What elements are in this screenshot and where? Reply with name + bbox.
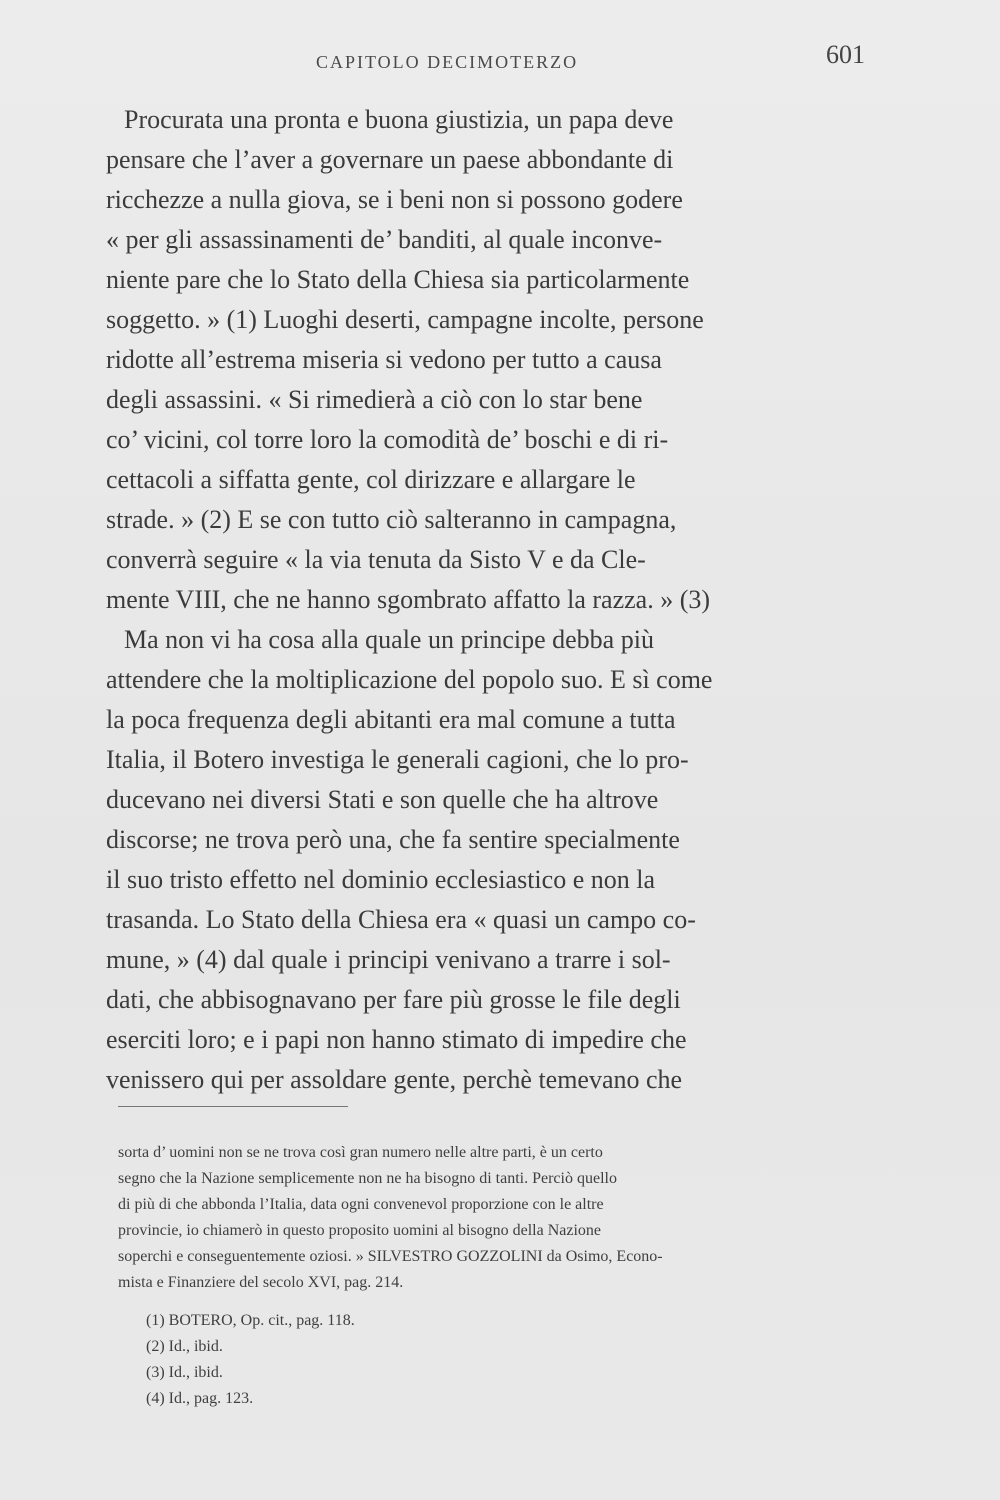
running-title: CAPITOLO DECIMOTERZO xyxy=(316,52,579,72)
body-line: « per gli assassinamenti de’ banditi, al quale inconve- xyxy=(106,225,663,254)
continued-note-line: sorta d’ uomini non se ne trova così gran numero nelle altre parti, è un certo xyxy=(118,1144,603,1161)
continued-note-line: soperchi e conseguentemente oziosi. » SILVESTRO GOZZOLINI da Osimo, Econo- xyxy=(118,1248,663,1265)
body-line: converrà seguire « la via tenuta da Sisto V e da Cle- xyxy=(106,545,646,574)
continued-note-line: segno che la Nazione semplicemente non ne ha bisogno di tanti. Perciò quello xyxy=(118,1170,617,1187)
body-line: Ma non vi ha cosa alla quale un principe debba più xyxy=(124,625,654,654)
body-line: il suo tristo effetto nel dominio ecclesiastico e non la xyxy=(106,865,655,894)
body-line: venissero qui per assoldare gente, perchè temevano che xyxy=(106,1065,683,1094)
body-line: co’ vicini, col torre loro la comodità de’ boschi e di ri- xyxy=(106,425,669,454)
body-line: niente pare che lo Stato della Chiesa sia particolarmente xyxy=(106,265,690,294)
body-line: ricchezze a nulla giova, se i beni non si possono godere xyxy=(106,185,683,214)
body-line: ridotte all’estrema miseria si vedono per tutto a causa xyxy=(106,345,662,374)
body-line: trasanda. Lo Stato della Chiesa era « quasi un campo co- xyxy=(106,905,696,934)
body-line: eserciti loro; e i papi non hanno stimato di impedire che xyxy=(106,1025,687,1054)
body-line: mune, » (4) dal quale i principi venivano a trarre i sol- xyxy=(106,945,671,974)
continued-note-line: mista e Finanziere del secolo XVI, pag. 214. xyxy=(118,1274,404,1291)
body-line: la poca frequenza degli abitanti era mal comune a tutta xyxy=(106,705,676,734)
footnote-separator xyxy=(118,1106,348,1107)
body-line: mente VIII, che ne hanno sgombrato affatto la razza. » (3) xyxy=(106,585,711,614)
body-line: degli assassini. « Si rimedierà a ciò con lo star bene xyxy=(106,385,643,414)
body-line: discorse; ne trova però una, che fa sentire specialmente xyxy=(106,825,680,854)
body-line: strade. » (2) E se con tutto ciò salteranno in campagna, xyxy=(106,505,677,534)
body-line: attendere che la moltiplicazione del popolo suo. E sì come xyxy=(106,665,713,694)
page-number: 601 xyxy=(826,40,865,69)
continued-note-line: di più di che abbonda l’Italia, data ogni convenevol proporzione con le altre xyxy=(118,1196,604,1213)
footnote: (1) BOTERO, Op. cit., pag. 118. xyxy=(146,1312,355,1329)
body-line: Procurata una pronta e buona giustizia, un papa deve xyxy=(124,105,674,134)
body-line: soggetto. » (1) Luoghi deserti, campagne incolte, persone xyxy=(106,305,704,334)
footnote: (4) Id., pag. 123. xyxy=(146,1390,254,1407)
footnote: (3) Id., ibid. xyxy=(146,1364,223,1381)
body-line: ducevano nei diversi Stati e son quelle che ha altrove xyxy=(106,785,659,814)
body-line: pensare che l’aver a governare un paese abbondante di xyxy=(106,145,674,174)
continued-note-line: provincie, io chiamerò in questo proposito uomini al bisogno della Nazione xyxy=(118,1222,602,1239)
body-line: Italia, il Botero investiga le generali cagioni, che lo pro- xyxy=(106,745,689,774)
body-line: dati, che abbisognavano per fare più grosse le file degli xyxy=(106,985,681,1014)
footnote: (2) Id., ibid. xyxy=(146,1338,223,1355)
body-line: cettacoli a siffatta gente, col dirizzare e allargare le xyxy=(106,465,636,494)
